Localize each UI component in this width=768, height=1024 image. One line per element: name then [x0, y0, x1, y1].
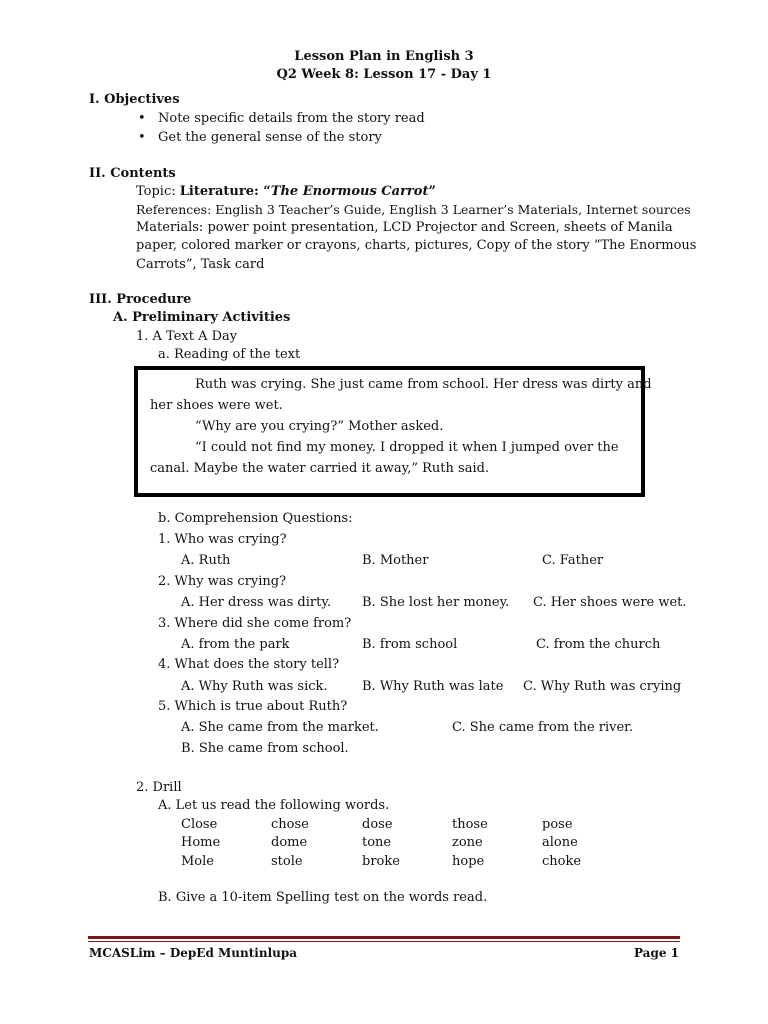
topic-prefix: Literature: “ — [179, 184, 271, 199]
story-line: her shoes were wet. — [150, 398, 283, 413]
question: 1. Who was crying? — [158, 532, 287, 547]
page-number: Page 1 — [633, 946, 679, 960]
drill-word: those — [452, 817, 488, 832]
drill-word: dose — [362, 817, 393, 832]
answer-option: A. from the park — [181, 637, 290, 652]
procedure-heading: III. Procedure — [89, 292, 192, 307]
comprehension-heading: b. Comprehension Questions: — [158, 511, 353, 526]
bullet-icon: • — [138, 111, 146, 126]
references-line: References: English 3 Teacher’s Guide, English 3 Learner’s Materials, Internet sources — [136, 202, 691, 217]
answer-option: B. Mother — [362, 553, 429, 568]
objective-item: Note specific details from the story read — [158, 111, 425, 126]
drill-heading: 2. Drill — [136, 780, 182, 795]
drill-word: Mole — [181, 854, 214, 869]
question: 3. Where did she come from? — [158, 616, 352, 631]
reading-of-text: a. Reading of the text — [158, 347, 301, 362]
materials-line: Carrots”, Task card — [136, 257, 265, 272]
topic-line — [136, 184, 436, 200]
drill-word: hope — [452, 854, 485, 869]
drill-instruction-b: B. Give a 10-item Spelling test on the words read. — [158, 890, 488, 905]
topic-label: Topic: — [136, 184, 180, 199]
topic-suffix: ” — [428, 184, 436, 199]
objective-item: Get the general sense of the story — [158, 130, 382, 145]
drill-word: Close — [181, 817, 218, 832]
answer-option: C. from the church — [536, 637, 661, 652]
question: 5. Which is true about Ruth? — [158, 699, 348, 714]
drill-word: zone — [452, 835, 483, 850]
answer-option: A. She came from the market. — [181, 720, 379, 735]
answer-option: A. Her dress was dirty. — [181, 595, 332, 610]
bullet-icon: • — [138, 130, 146, 145]
answer-option: C. Her shoes were wet. — [533, 595, 687, 610]
answer-option: B. She came from school. — [181, 741, 349, 756]
story-box — [134, 366, 652, 497]
title-line-1: Lesson Plan in English 3 — [294, 49, 474, 64]
drill-instruction-a: A. Let us read the following words. — [158, 798, 390, 813]
text-a-day: 1. A Text A Day — [136, 329, 238, 344]
drill-word: broke — [362, 854, 400, 869]
drill-word: choke — [542, 854, 582, 869]
footer-rule — [88, 936, 680, 939]
story-line: “I could not find my money. I dropped it when I jumped over the — [195, 440, 619, 455]
drill-word: Home — [181, 835, 221, 850]
title-line-2: Q2 Week 8: Lesson 17 - Day 1 — [276, 67, 492, 82]
drill-word: stole — [271, 854, 303, 869]
objectives-heading: I. Objectives — [89, 92, 180, 107]
story-line: Ruth was crying. She just came from school. Her dress was dirty and — [195, 377, 652, 392]
question: 4. What does the story tell? — [158, 657, 340, 672]
drill-word: tone — [362, 835, 392, 850]
answer-option: C. She came from the river. — [452, 720, 634, 735]
answer-option: A. Why Ruth was sick. — [181, 679, 328, 694]
answer-option: A. Ruth — [181, 553, 231, 568]
footer-rule-thin — [88, 941, 680, 942]
footer-left: MCASLim – DepEd Muntinlupa — [89, 946, 298, 960]
question: 2. Why was crying? — [158, 574, 287, 589]
drill-word: dome — [271, 835, 308, 850]
answer-option: C. Father — [542, 553, 604, 568]
drill-word: pose — [542, 817, 573, 832]
materials-line: paper, colored marker or crayons, charts, pictures, Copy of the story “The Enormous — [136, 238, 697, 253]
materials-line: Materials: power point presentation, LCD Projector and Screen, sheets of Manila — [136, 220, 673, 235]
answer-option: C. Why Ruth was crying — [523, 679, 682, 694]
answer-option: B. Why Ruth was late — [362, 679, 504, 694]
drill-word: alone — [542, 835, 578, 850]
contents-heading: II. Contents — [89, 166, 176, 181]
story-line: canal. Maybe the water carried it away,” Ruth said. — [150, 461, 490, 476]
story-line: “Why are you crying?” Mother asked. — [195, 419, 444, 434]
answer-option: B. from school — [362, 637, 458, 652]
answer-option: B. She lost her money. — [362, 595, 510, 610]
drill-word: chose — [271, 817, 309, 832]
preliminary-activities: A. Preliminary Activities — [113, 310, 291, 325]
topic-title: The Enormous Carrot — [270, 184, 429, 199]
